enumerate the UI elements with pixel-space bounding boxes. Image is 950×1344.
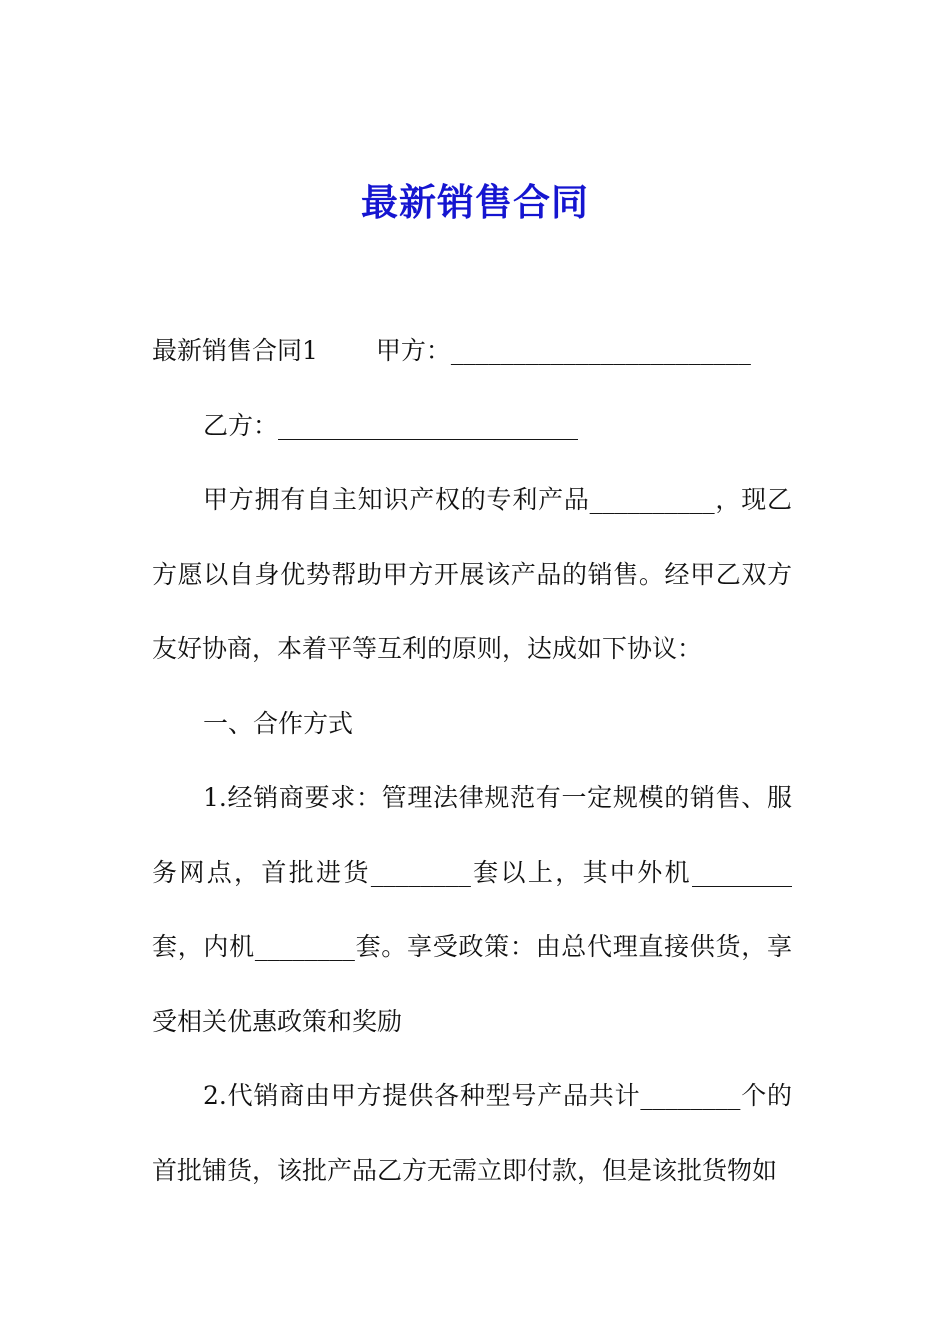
clause-consignment: 2.代销商由甲方提供各种型号产品共计________个的首批铺货，该批产品乙方无需立即付款，但是该批货物如 <box>152 1081 792 1185</box>
contract-number: 最新销售合同1 <box>152 336 318 365</box>
section-heading-cooperation: 一、合作方式 <box>203 708 354 738</box>
contract-heading-line <box>152 314 792 389</box>
document-title: 最新销售合同 <box>361 180 589 224</box>
party-a-line: 甲方：________________________ <box>375 336 751 365</box>
party-b-line: 乙方：________________________ <box>203 410 579 440</box>
clause-distributor: 1.经销商要求：管理法律规范有一定规模的销售、服务网点，首批进货________套以上，其中外机________套，内机________套。享受政策：由总代理直接供货，享受相关优惠政策和奖励 <box>152 783 792 1036</box>
document-body <box>152 314 792 1208</box>
intro-paragraph: 甲方拥有自主知识产权的专利产品__________，现乙方愿以自身优势帮助甲方开展该产品的销售。经甲乙双方友好协商，本着平等互利的原则，达成如下协议： <box>152 485 792 663</box>
